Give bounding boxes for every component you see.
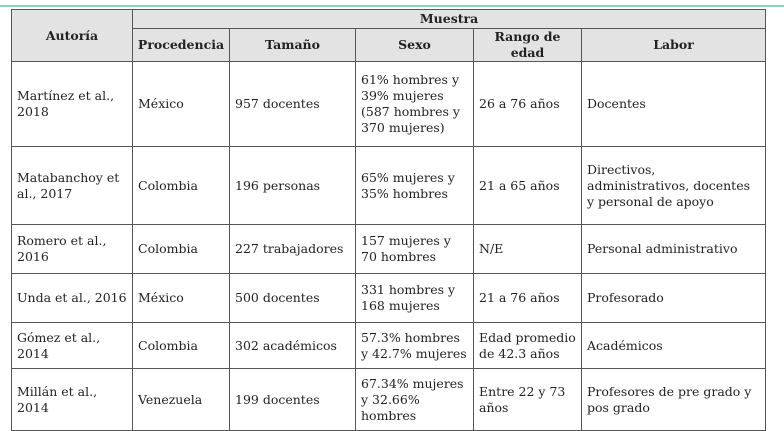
cell-labor: Directivos, administrativos, docentes y personal de apoyo <box>582 147 766 225</box>
cell-sexo: 331 hombres y 168 mujeres <box>356 274 474 323</box>
table-row <box>12 274 766 323</box>
cell-sexo: 65% mujeres y 35% hombres <box>356 147 474 225</box>
header-tamano: Tamaño <box>230 29 356 62</box>
table-row <box>12 323 766 369</box>
cell-rango: 21 a 65 años <box>474 147 582 225</box>
header-sexo: Sexo <box>356 29 474 62</box>
cell-procedencia: Venezuela <box>133 369 230 431</box>
cell-labor: Profesores de pre grado y pos grado <box>582 369 766 431</box>
cell-rango: 26 a 76 años <box>474 62 582 147</box>
header-autoria: Autoría <box>12 10 133 62</box>
cell-tamano: 227 trabajadores <box>230 225 356 274</box>
cell-labor: Profesorado <box>582 274 766 323</box>
cell-tamano: 302 académicos <box>230 323 356 369</box>
cell-autoria: Millán et al., 2014 <box>12 369 133 431</box>
cell-procedencia: Colombia <box>133 225 230 274</box>
cell-sexo: 157 mujeres y 70 hombres <box>356 225 474 274</box>
header-row-1 <box>12 10 766 29</box>
cell-autoria: Unda et al., 2016 <box>12 274 133 323</box>
studies-table <box>11 9 766 431</box>
cell-procedencia: México <box>133 62 230 147</box>
cell-sexo: 67.34% mujeres y 32.66% hombres <box>356 369 474 431</box>
header-procedencia: Procedencia <box>133 29 230 62</box>
cell-autoria: Martínez et al., 2018 <box>12 62 133 147</box>
table-row <box>12 225 766 274</box>
cell-rango: Entre 22 y 73 años <box>474 369 582 431</box>
cell-labor: Docentes <box>582 62 766 147</box>
cell-tamano: 500 docentes <box>230 274 356 323</box>
cell-autoria: Romero et al., 2016 <box>12 225 133 274</box>
table-row <box>12 369 766 431</box>
top-rule <box>0 5 784 7</box>
cell-rango: N/E <box>474 225 582 274</box>
cell-sexo: 61% hombres y 39% mujeres (587 hombres y 370 mujeres) <box>356 62 474 147</box>
cell-procedencia: México <box>133 274 230 323</box>
header-labor: Labor <box>582 29 766 62</box>
cell-rango: Edad promedio de 42.3 años <box>474 323 582 369</box>
cell-labor: Personal administrativo <box>582 225 766 274</box>
cell-procedencia: Colombia <box>133 323 230 369</box>
cell-sexo: 57.3% hombres y 42.7% mujeres <box>356 323 474 369</box>
cell-tamano: 957 docentes <box>230 62 356 147</box>
cell-autoria: Matabanchoy et al., 2017 <box>12 147 133 225</box>
cell-labor: Académicos <box>582 323 766 369</box>
cell-tamano: 196 personas <box>230 147 356 225</box>
cell-procedencia: Colombia <box>133 147 230 225</box>
cell-autoria: Gómez et al., 2014 <box>12 323 133 369</box>
cell-tamano: 199 docentes <box>230 369 356 431</box>
table-row <box>12 147 766 225</box>
header-rango: Rango de edad <box>474 29 582 62</box>
cell-rango: 21 a 76 años <box>474 274 582 323</box>
table-row <box>12 62 766 147</box>
header-muestra: Muestra <box>133 10 766 29</box>
